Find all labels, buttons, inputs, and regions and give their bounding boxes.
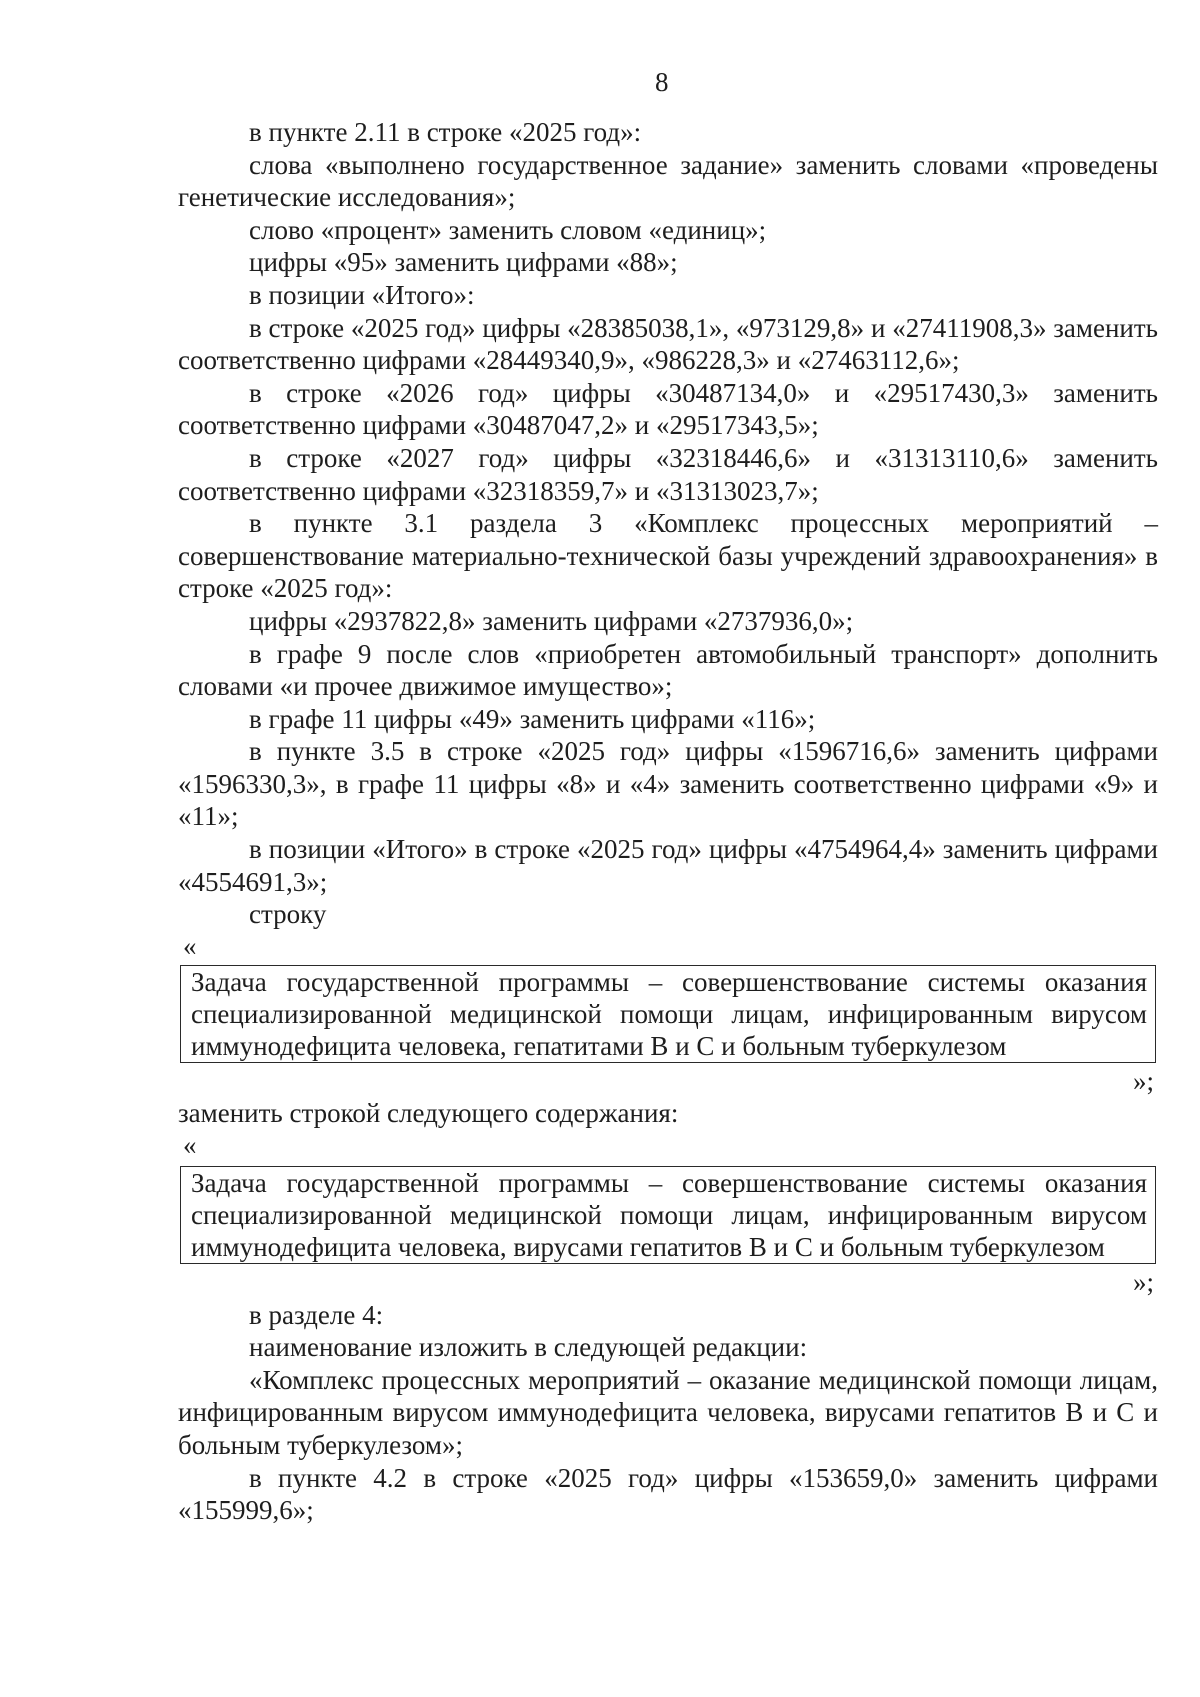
- paragraph: в графе 11 цифры «49» заменить цифрами «116»;: [249, 703, 816, 734]
- document-body: [178, 116, 1158, 1527]
- paragraph: в разделе 4:: [249, 1299, 384, 1330]
- paragraph: цифры «95» заменить цифрами «88»;: [249, 247, 678, 278]
- paragraph: в пункте 4.2 в строке «2025 год» цифры «153659,0» заменить цифрами «155999,6»;: [178, 1462, 1158, 1526]
- closing-quote: »;: [1132, 1267, 1154, 1298]
- paragraph: в строке «2025 год» цифры «28385038,1», «973129,8» и «27411908,3» заменить соответственно цифрами «28449340,9», «986228,3» и «27463112,6»;: [178, 312, 1158, 376]
- replace-instruction: заменить строкой следующего содержания:: [178, 1098, 679, 1129]
- paragraph: в пункте 3.5 в строке «2025 год» цифры «1596716,6» заменить цифрами «1596330,3», в графе 11 цифры «8» и «4» заменить соответственно цифрами «9» и «11»;: [178, 736, 1158, 832]
- paragraph: цифры «2937822,8» заменить цифрами «2737936,0»;: [249, 605, 854, 636]
- opening-quote: «: [183, 1130, 197, 1161]
- paragraph: в графе 9 после слов «приобретен автомобильный транспорт» дополнить словами «и прочее движимое имущество»;: [178, 638, 1158, 702]
- paragraph: в пункте 3.1 раздела 3 «Комплекс процессных мероприятий – совершенствование материально-технической базы учреждений здравоохранения» в строке «2025 год»:: [178, 508, 1158, 604]
- closing-quote: »;: [1132, 1065, 1154, 1096]
- original-row-box: Задача государственной программы – совершенствование системы оказания специализированной медицинской помощи лицам, инфицированным вирусом иммунодефицита человека, гепатитами В и С и больным туберкулезом: [180, 965, 1156, 1063]
- paragraph: «Комплекс процессных мероприятий – оказание медицинской помощи лицам, инфицированным вирусом иммунодефицита человека, вирусами гепатитов В и С и больным туберкулезом»;: [178, 1364, 1158, 1460]
- paragraph: наименование изложить в следующей редакции:: [249, 1332, 808, 1363]
- opening-quote: «: [183, 930, 197, 961]
- page-number: 8: [655, 67, 669, 97]
- paragraph: слово «процент» заменить словом «единиц»;: [249, 214, 767, 245]
- paragraph: в пункте 2.11 в строке «2025 год»:: [249, 117, 642, 147]
- paragraph: в строке «2026 год» цифры «30487134,0» и «29517430,3» заменить соответственно цифрами «30487047,2» и «29517343,5»;: [178, 377, 1158, 441]
- paragraph: в позиции «Итого» в строке «2025 год» цифры «4754964,4» заменить цифрами «4554691,3»;: [178, 834, 1158, 897]
- paragraph: в позиции «Итого»:: [249, 279, 475, 310]
- paragraph: слова «выполнено государственное задание» заменить словами «проведены генетические исследования»;: [178, 149, 1158, 213]
- paragraph: в строке «2027 год» цифры «32318446,6» и «31313110,6» заменить соответственно цифрами «32318359,7» и «31313023,7»;: [178, 442, 1158, 506]
- paragraph: строку: [249, 899, 327, 930]
- replacement-row-box: Задача государственной программы – совершенствование системы оказания специализированной медицинской помощи лицам, инфицированным вирусом иммунодефицита человека, вирусами гепатитов В и С и больным туберкулезом: [180, 1166, 1156, 1264]
